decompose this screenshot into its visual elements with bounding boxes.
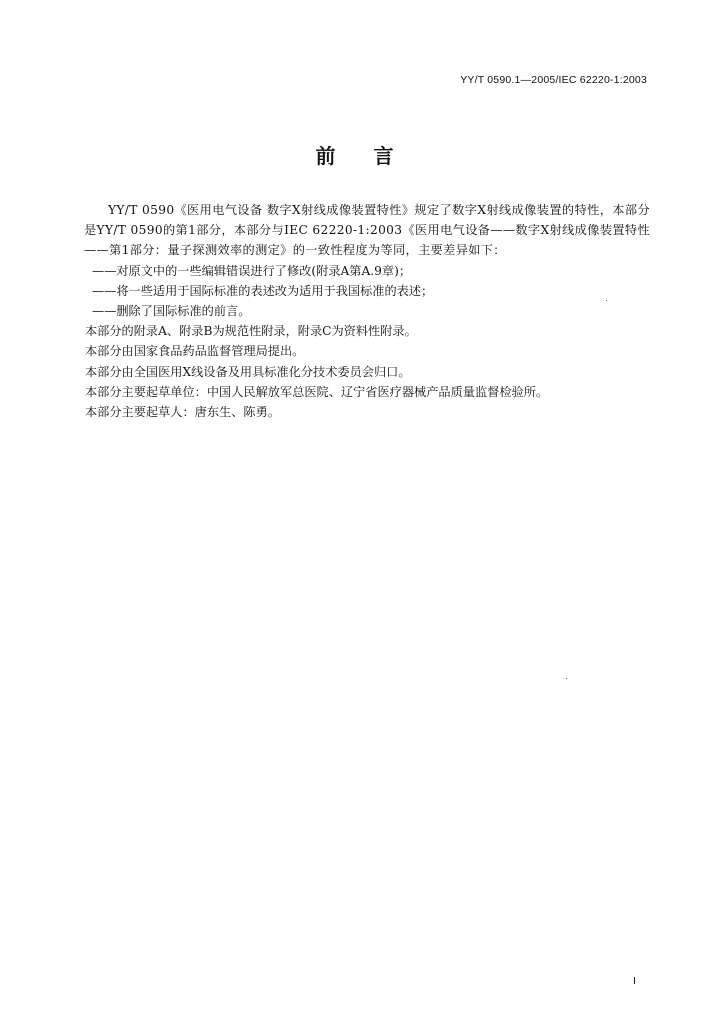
difference-item-1: ——对原文中的一些编辑错误进行了修改(附录A第A.9章)； (92, 263, 412, 278)
scan-speck (606, 300, 607, 301)
intro-paragraph: YY/T 0590《医用电气设备 数字X射线成像装置特性》规定了数字X射线成像装置的特性，本部分是YY/T 0590的第1部分，本部分与IEC 62220-1:2003《医用电气设备——数字X射线成像装置特性——第1部分：量子探测效率的测定》的一致性程度为等同，主要差异如下： (84, 203, 650, 258)
scan-speck (566, 678, 567, 679)
proposer-statement: 本部分由国家食品药品监督管理局提出。 (85, 344, 305, 359)
foreword-body (84, 200, 650, 422)
page-number: I (633, 976, 636, 987)
page-title: 前言 (315, 144, 432, 168)
drafting-units-statement: 本部分主要起草单位：中国人民解放军总医院、辽宁省医疗器械产品质量监督检验所。 (85, 384, 549, 399)
document-code-header: YY/T 0590.1—2005/IEC 62220-1:2003 (460, 74, 647, 86)
annex-statement: 本部分的附录A、附录B为规范性附录，附录C为资料性附录。 (85, 324, 417, 339)
difference-item-2: ——将一些适用于国际标准的表述改为适用于我国标准的表述； (92, 283, 434, 298)
difference-item-3: ——删除了国际标准的前言。 (92, 304, 251, 319)
committee-statement: 本部分由全国医用X线设备及用具标准化分技术委员会归口。 (85, 364, 411, 379)
drafters-statement: 本部分主要起草人：唐东生、陈勇。 (85, 405, 280, 420)
